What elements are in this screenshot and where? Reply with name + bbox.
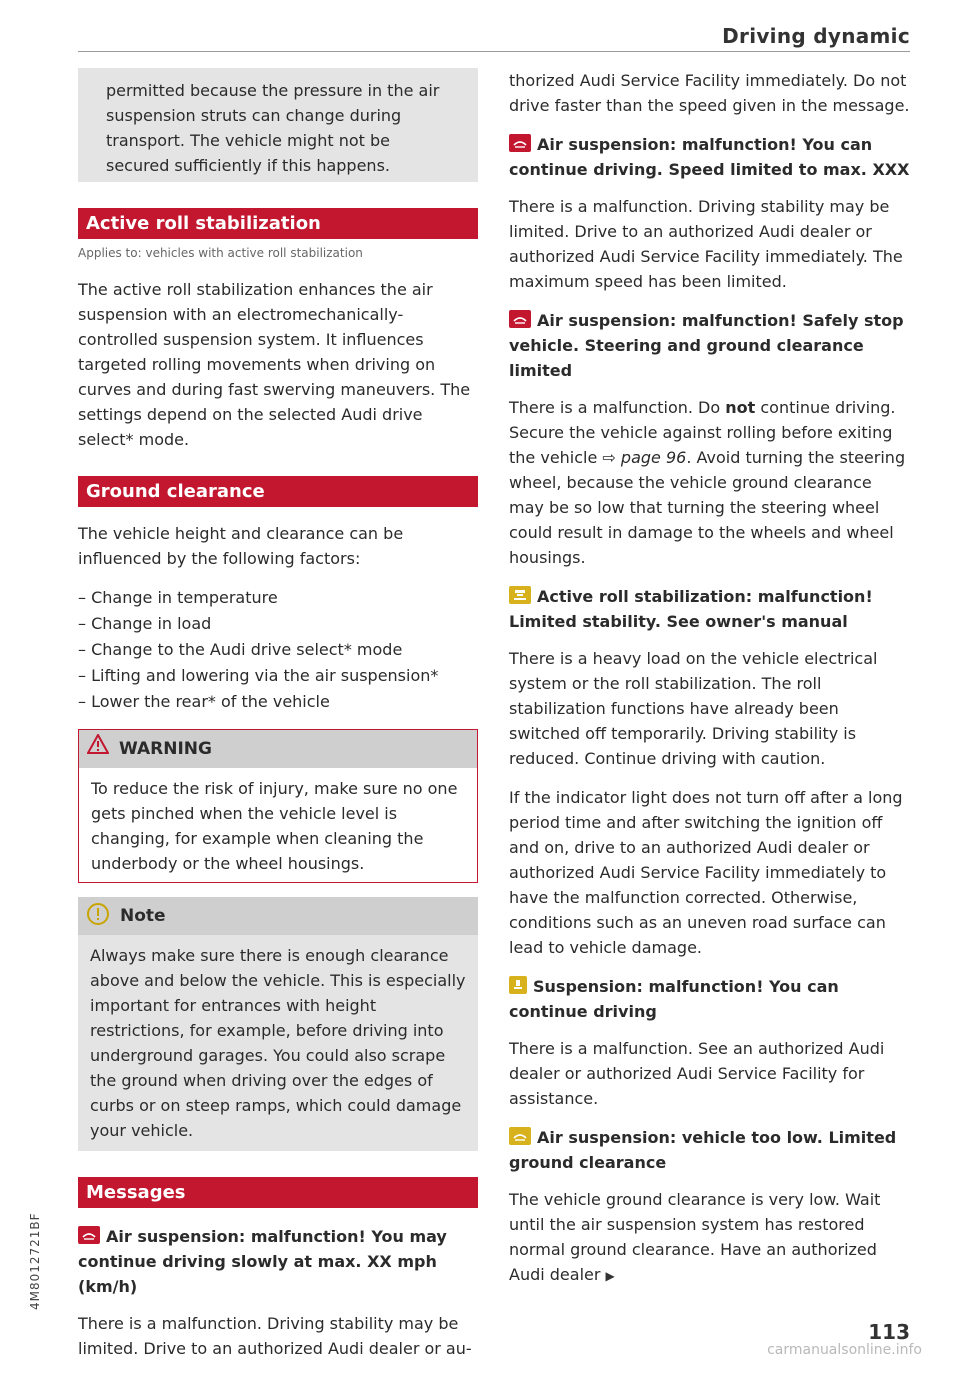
message-heading: Air suspension: vehicle too low. Limited ground clearance xyxy=(509,1128,897,1172)
message-heading: Air suspension: malfunction! You can continue driving. Speed limited to max. XXX xyxy=(509,135,910,179)
message-body: There is a malfunction. Do not continue driving. Secure the vehicle against rolling before exiting the vehicle ⇨ page 96. Avoid turning the steering wheel, because the vehicle ground clearance may be so low that turning the steering wheel could result in damage to the wheels and wheel housings. xyxy=(509,398,906,567)
watermark: carmanualsonline.info xyxy=(767,1342,922,1358)
document-code: 4M8012721BF xyxy=(28,1212,42,1310)
warning-triangle-icon xyxy=(87,730,109,768)
page-reference-link[interactable]: ⇨ page 96 xyxy=(602,448,687,467)
note-box xyxy=(78,897,478,1151)
left-column xyxy=(78,68,478,1375)
warning-label: WARNING xyxy=(119,739,212,759)
note-exclamation-icon xyxy=(86,902,110,931)
message-heading: Suspension: malfunction! You can continue driving xyxy=(509,977,839,1021)
air-suspension-warning-icon xyxy=(509,134,531,152)
continued-text: thorized Audi Service Facility immediately. Do not drive faster than the speed given in the message. xyxy=(509,71,910,115)
list-item: – Change in load xyxy=(78,611,478,637)
page-header-title: Driving dynamic xyxy=(722,24,910,48)
warning-box xyxy=(78,729,478,883)
list-item: – Change to the Audi drive select* mode xyxy=(78,637,478,663)
message-body: There is a heavy load on the vehicle electrical system or the roll stabilization. The roll stabilization functions have already been switched off temporarily. Driving stability is reduced. Continue driving with caution. xyxy=(509,649,878,768)
message-heading: Active roll stabilization: malfunction! Limited stability. See owner's manual xyxy=(509,587,873,631)
note-header xyxy=(78,897,478,935)
section-heading-active-roll: Active roll stabilization xyxy=(78,208,478,239)
list-item: – Lifting and lowering via the air suspension* xyxy=(78,663,478,689)
air-suspension-indicator-icon xyxy=(509,1127,531,1145)
header-divider xyxy=(78,51,910,52)
intro-text: permitted because the pressure in the air suspension struts can change during transport. The vehicle might not be secured sufficiently if this happens. xyxy=(106,81,440,175)
applies-to-note: Applies to: vehicles with active roll stabilization xyxy=(78,246,363,260)
right-column xyxy=(509,68,911,1303)
warning-header xyxy=(79,730,477,768)
warning-text: To reduce the risk of injury, make sure no one gets pinched when the vehicle level is changing, for example when cleaning the underbody or the wheel housings. xyxy=(91,779,458,873)
message-body: There is a malfunction. Driving stability may be limited. Drive to an authorized Audi dealer or au- xyxy=(78,1314,472,1358)
note-text: Always make sure there is enough clearance above and below the vehicle. This is especially important for entrances with height restrictions, for example, before driving into underground garages. You could also scrape the ground when driving over the edges of curbs or on steep ramps, which could damage your vehicle. xyxy=(90,946,466,1140)
roll-stabilization-indicator-icon xyxy=(509,586,531,604)
section-heading-messages: Messages xyxy=(78,1177,478,1208)
message-body: If the indicator light does not turn off after a long period time and after switching the ignition off and on, drive to an authorized Audi dealer or authorized Audi Service Facility immediately to have the malfunction corrected. Otherwise, conditions such as an uneven road surface can lead to vehicle damage. xyxy=(509,788,903,957)
active-roll-body: The active roll stabilization enhances the air suspension with an electromechanically-controlled suspension system. It influences targeted rolling movements when driving on curves and during fast swerving maneuvers. The settings depend on the selected Audi drive select* mode. xyxy=(78,280,471,449)
intro-continuation-box xyxy=(78,68,478,182)
suspension-indicator-icon xyxy=(509,976,527,994)
air-suspension-warning-icon xyxy=(78,1226,100,1244)
section-heading-ground-clearance: Ground clearance xyxy=(78,476,478,507)
message-body: There is a malfunction. See an authorized Audi dealer or authorized Audi Service Facility for assistance. xyxy=(509,1039,885,1108)
continue-arrow-icon: ▶ xyxy=(605,1269,615,1283)
note-label: Note xyxy=(120,906,166,926)
list-item: – Change in temperature xyxy=(78,585,478,611)
list-item: – Lower the rear* of the vehicle xyxy=(78,689,478,715)
factor-list xyxy=(78,585,478,715)
message-body: The vehicle ground clearance is very low. Wait until the air suspension system has restored normal ground clearance. Have an authorized Audi dealer ▶ xyxy=(509,1190,881,1284)
ground-clearance-body: The vehicle height and clearance can be influenced by the following factors: xyxy=(78,524,404,568)
page-number: 113 xyxy=(868,1320,910,1344)
message-heading: Air suspension: malfunction! Safely stop vehicle. Steering and ground clearance limited xyxy=(509,311,904,380)
message-heading: Air suspension: malfunction! You may continue driving slowly at max. XX mph (km/h) xyxy=(78,1227,447,1296)
message-body: There is a malfunction. Driving stability may be limited. Drive to an authorized Audi dealer or authorized Audi Service Facility immediately. The maximum speed has been limited. xyxy=(509,197,903,291)
air-suspension-warning-icon xyxy=(509,310,531,328)
